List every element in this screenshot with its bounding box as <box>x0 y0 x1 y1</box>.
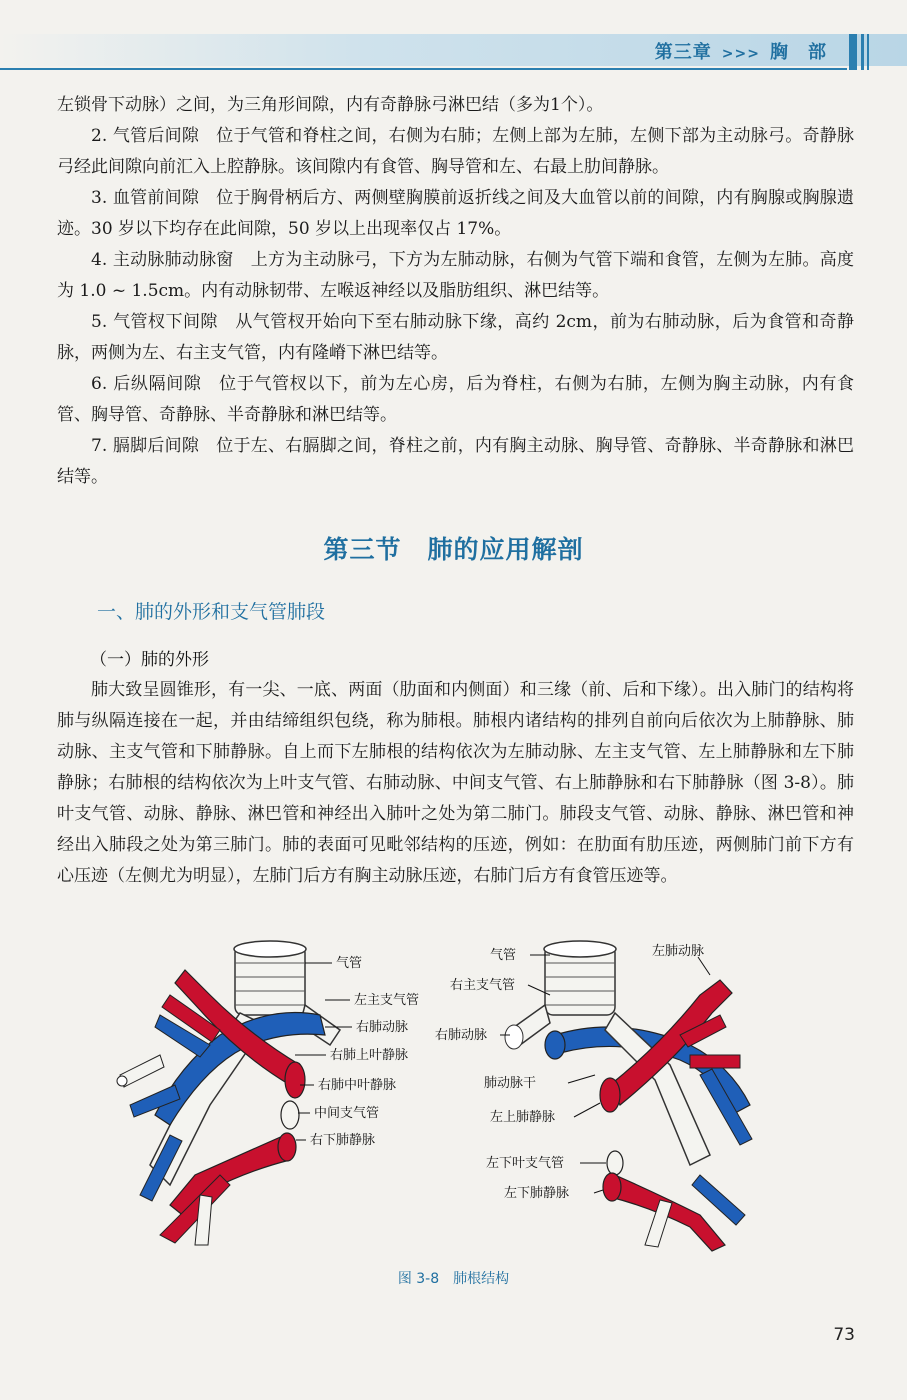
chevron-right-icon: >>> <box>721 46 760 62</box>
section-label: 胸 部 <box>770 42 827 63</box>
label-right-inferior-pulmonary-vein: 右下肺静脉 <box>310 1133 376 1148</box>
label-left-pulmonary-artery: 左肺动脉 <box>652 944 705 959</box>
label-right-middle-lobe-vein: 右肺中叶静脉 <box>318 1078 397 1093</box>
header-bars-decoration <box>849 34 901 70</box>
page-header <box>0 28 907 78</box>
label-right-upper-lobe-vein: 右肺上叶静脉 <box>330 1048 409 1063</box>
label-left-lower-lobe-bronchus: 左下叶支气管 <box>486 1156 565 1171</box>
label-left-inferior-pulmonary-vein: 左下肺静脉 <box>504 1186 570 1201</box>
lung-root-figure <box>100 935 820 1255</box>
body-text-top <box>57 90 854 493</box>
trachea-left-drawing <box>544 941 616 1015</box>
trachea-right-drawing <box>234 941 306 1015</box>
chapter-label: 第三章 <box>654 42 712 63</box>
label-right-main-bronchus-left: 右主支气管 <box>450 978 516 993</box>
label-intermediate-bronchus: 中间支气管 <box>314 1106 380 1121</box>
paragraph: 肺大致呈圆锥形，有一尖、一底、两面（肋面和内侧面）和三缘（前、后和下缘）。出入肺门的结构将肺与纵隔连接在一起，并由结缔组织包绕，称为肺根。肺根内诸结构的排列自前向后依次为上肺静脉、肺动脉、主支气管和下肺静脉。自上而下左肺根的结构依次为左肺动脉、左主支气管、左上肺静脉和左下肺静脉；右肺根的结构依次为上叶支气管、右肺动脉、中间支气管、右上肺静脉和右下肺静脉（图 3-8）。肺叶支气管、动脉、静脉、淋巴管和神经出入肺叶之处为第二肺门。肺段支气管、动脉、静脉、淋巴管和神经出入肺段之处为第三肺门。肺的表面可见毗邻结构的压迹，例如：在肋面有肋压迹，两侧肺门前下方有心压迹（左侧尤为明显），左肺门后方有胸主动脉压迹，右肺门后方有食管压迹等。 <box>57 680 854 886</box>
label-left-superior-pulmonary-vein: 左上肺静脉 <box>490 1110 556 1125</box>
label-trachea-right: 气管 <box>336 956 363 971</box>
body-text-lung <box>57 675 854 892</box>
left-lung-root-drawing <box>505 941 752 1251</box>
subsubsection-title: （一）肺的外形 <box>90 650 209 670</box>
paragraph: 7. 膈脚后间隙 位于左、右膈脚之间，脊柱之前，内有胸主动脉、胸导管、奇静脉、半奇静脉和淋巴结等。 <box>57 436 854 487</box>
paragraph: 左锁骨下动脉）之间，为三角形间隙，内有奇静脉弓淋巴结（多为1个）。 <box>57 95 604 115</box>
section-title: 第三节 肺的应用解剖 <box>323 535 584 564</box>
paragraph: 5. 气管杈下间隙 从气管杈开始向下至右肺动脉下缘，高约 2cm，前为右肺动脉，后为食管和奇静脉，两侧为左、右主支气管，内有隆嵴下淋巴结等。 <box>57 312 854 363</box>
right-lung-root-drawing <box>117 941 340 1245</box>
paragraph: 4. 主动脉肺动脉窗 上方为主动脉弓，下方为左肺动脉，右侧为气管下端和食管，左侧为左肺。高度为 1.0 ~ 1.5cm。内有动脉韧带、左喉返神经以及脂肪组织、淋巴结等。 <box>57 250 854 301</box>
subsection-title: 一、肺的外形和支气管肺段 <box>97 601 326 623</box>
paragraph: 3. 血管前间隙 位于胸骨柄后方、两侧壁胸膜前返折线之间及大血管以前的间隙，内有胸腺或胸腺遗迹。30 岁以下均存在此间隙，50 岁以上出现率仅占 17%。 <box>57 188 854 239</box>
paragraph: 2. 气管后间隙 位于气管和脊柱之间，右侧为右肺；左侧上部为左肺，左侧下部为主动脉弓。奇静脉弓经此间隙向前汇入上腔静脉。该间隙内有食管、胸导管和左、右最上肋间静脉。 <box>57 126 854 177</box>
paragraph: 6. 后纵隔间隙 位于气管杈以下，前为左心房，后为脊柱，右侧为右肺，左侧为胸主动脉，内有食管、胸导管、奇静脉、半奇静脉和淋巴结等。 <box>57 374 854 425</box>
label-left-main-bronchus-right: 左主支气管 <box>354 993 420 1008</box>
page-number: 73 <box>833 1325 855 1345</box>
running-head <box>655 38 827 64</box>
label-right-pulmonary-artery-left: 右肺动脉 <box>435 1028 488 1043</box>
figure-caption: 图 3-8 肺根结构 <box>397 1271 510 1287</box>
label-pulmonary-trunk: 肺动脉干 <box>484 1076 537 1091</box>
label-trachea-left: 气管 <box>490 948 517 963</box>
lung-root-illustration <box>100 935 820 1255</box>
label-right-pulmonary-artery: 右肺动脉 <box>356 1020 409 1035</box>
header-rule <box>0 68 847 70</box>
